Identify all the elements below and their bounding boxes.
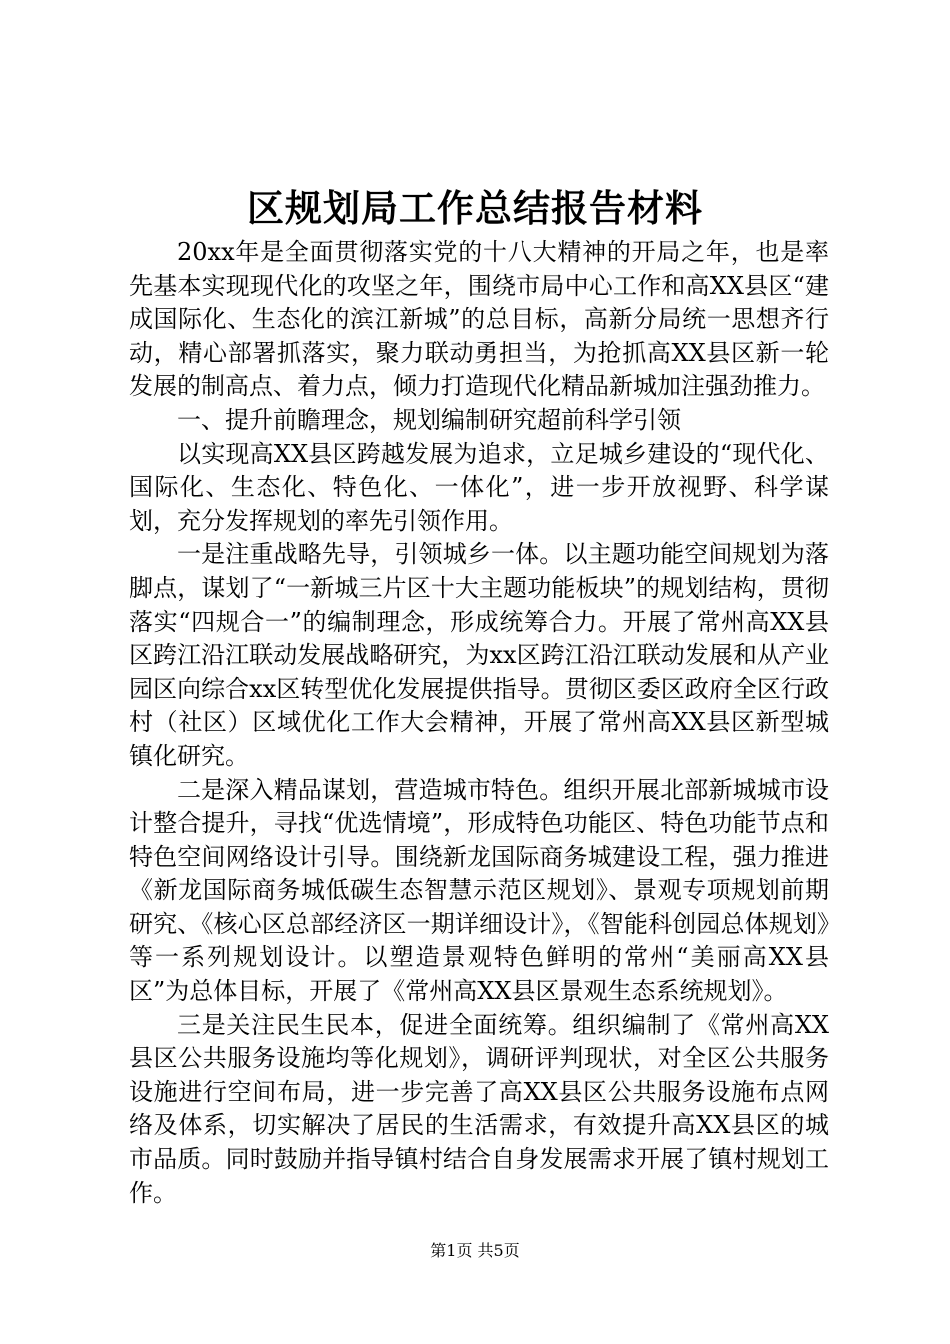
document-body bbox=[129, 236, 829, 1210]
paragraph-point-3: 三是关注民生民本，促进全面统筹。组织编制了《常州高XX县区公共服务设施均等化规划》，调研评判现状，对全区公共服务设施进行空间布局，进一步完善了高XX县区公共服务设施布点网络及体系，切实解决了居民的生活需求，有效提升高XX县区的城市品质。同时鼓励并指导镇村结合自身发展需求开展了镇村规划工作。 bbox=[129, 1010, 829, 1207]
page-footer: 第1页 共5页 bbox=[430, 1241, 520, 1260]
paragraph-point-1: 一是注重战略先导，引领城乡一体。以主题功能空间规划为落脚点，谋划了“一新城三片区十大主题功能板块”的规划结构，贯彻落实“四规合一”的编制理念，形成统筹合力。开展了常州高XX县区跨江沿江联动发展战略研究，为xx区跨江沿江联动发展和从产业园区向综合xx区转型优化发展提供指导。贯彻区委区政府全区行政村（社区）区域优化工作大会精神，开展了常州高XX县区新型城镇化研究。 bbox=[129, 540, 829, 770]
document-title: 区规划局工作总结报告材料 bbox=[247, 186, 703, 230]
paragraph-section-1-intro: 以实现高XX县区跨越发展为追求，立足城乡建设的“现代化、国际化、生态化、特色化、一体化”，进一步开放视野、科学谋划，充分发挥规划的率先引领作用。 bbox=[129, 439, 829, 535]
section-heading-1: 一、提升前瞻理念，规划编制研究超前科学引领 bbox=[177, 405, 681, 434]
paragraph-point-2: 二是深入精品谋划，营造城市特色。组织开展北部新城城市设计整合提升，寻找“优选情境”，形成特色功能区、特色功能节点和特色空间网络设计引导。围绕新龙国际商务城建设工程，强力推进《新龙国际商务城低碳生态智慧示范区规划》、景观专项规划前期研究、《核心区总部经济区一期详细设计》，《智能科创园总体规划》等一系列规划设计。以塑造景观特色鲜明的常州“美丽高XX县区”为总体目标，开展了《常州高XX县区景观生态系统规划》。 bbox=[129, 775, 829, 1006]
paragraph-intro: 20xx年是全面贯彻落实党的十八大精神的开局之年，也是率先基本实现现代化的攻坚之年，围绕市局中心工作和高XX县区“建成国际化、生态化的滨江新城”的总目标，高新分局统一思想齐行动，精心部署抓落实，聚力联动勇担当，为抢抓高XX县区新一轮发展的制高点、着力点，倾力打造现代化精品新城加注强劲推力。 bbox=[129, 238, 829, 401]
